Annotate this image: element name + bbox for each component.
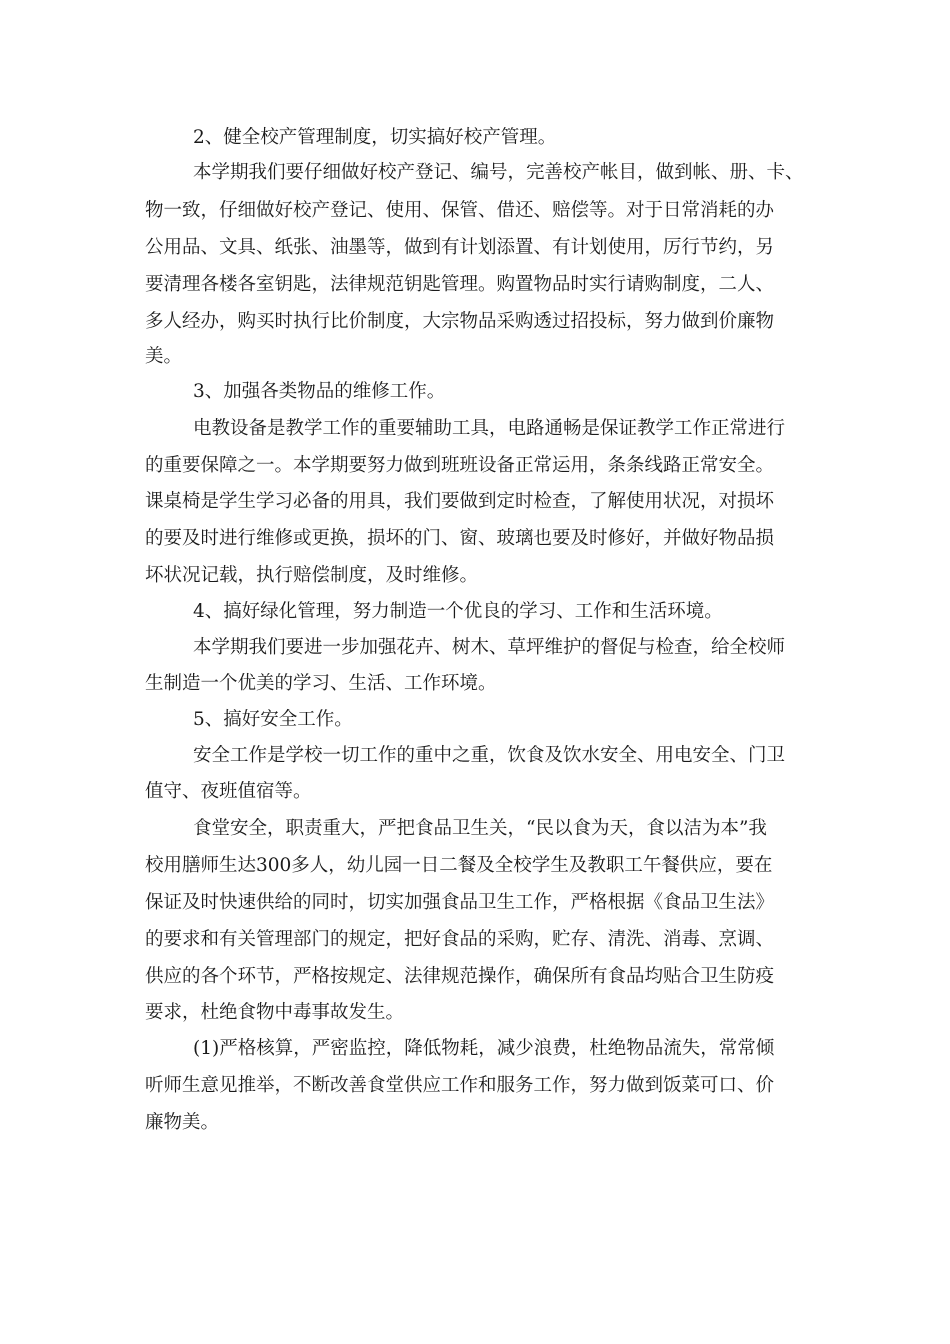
paragraph-line: 课桌椅是学生学习必备的用具，我们要做到定时检查，了解使用状况，对损坏 [145,491,775,512]
paragraph-line: 的要及时进行维修或更换，损坏的门、窗、玻璃也要及时修好，并做好物品损 [145,528,775,549]
paragraph-line: 生制造一个优美的学习、生活、工作环境。 [145,673,497,694]
paragraph-line: 要求，杜绝食物中毒事故发生。 [145,1002,405,1023]
paragraph-line: 美。 [145,346,183,367]
paragraph-line: 公用品、文具、纸张、油墨等，做到有计划添置、有计划使用，厉行节约，另 [145,237,775,258]
paragraph-line: 食堂安全，职责重大，严把食品卫生关，“民以食为天，食以洁为本”我 [193,818,767,839]
paragraph-line: 物一致，仔细做好校产登记、使用、保管、借还、赔偿等。对于日常消耗的办 [145,200,775,221]
section-heading-2: 2、健全校产管理制度，切实搞好校产管理。 [193,127,557,148]
paragraph-line: (1)严格核算，严密监控，降低物耗，减少浪费，杜绝物品流失，常常倾 [193,1038,775,1059]
paragraph-line: 听师生意见推举，不断改善食堂供应工作和服务工作，努力做到饭菜可口、价 [145,1075,775,1096]
section-heading-4: 4、搞好绿化管理，努力制造一个优良的学习、工作和生活环境。 [193,601,723,622]
paragraph-line: 供应的各个环节，严格按规定、法律规范操作，确保所有食品均贴合卫生防疫 [145,966,775,987]
paragraph-line: 多人经办，购买时执行比价制度，大宗物品采购透过招投标，努力做到价廉物 [145,311,775,332]
paragraph-line: 值守、夜班值宿等。 [145,781,312,802]
paragraph-line: 安全工作是学校一切工作的重中之重，饮食及饮水安全、用电安全、门卫 [193,745,786,766]
paragraph-line: 校用膳师生达300多人，幼儿园一日二餐及全校学生及教职工午餐供应，要在 [145,855,773,876]
paragraph-line: 的要求和有关管理部门的规定，把好食品的采购，贮存、清洗、消毒、烹调、 [145,929,775,950]
paragraph-line: 本学期我们要进一步加强花卉、树木、草坪维护的督促与检查，给全校师 [193,637,786,658]
paragraph-line: 坏状况记载，执行赔偿制度，及时维修。 [145,565,479,586]
paragraph-line: 廉物美。 [145,1112,220,1133]
paragraph-line: 本学期我们要仔细做好校产登记、编号，完善校产帐目，做到帐、册、卡、 [193,162,804,183]
section-heading-5: 5、搞好安全工作。 [193,709,353,730]
section-heading-3: 3、加强各类物品的维修工作。 [193,381,446,402]
paragraph-line: 的重要保障之一。本学期要努力做到班班设备正常运用，条条线路正常安全。 [145,455,775,476]
paragraph-line: 电教设备是教学工作的重要辅助工具，电路通畅是保证教学工作正常进行 [193,418,786,439]
paragraph-line: 保证及时快速供给的同时，切实加强食品卫生工作，严格根据《食品卫生法》 [145,892,775,913]
paragraph-line: 要清理各楼各室钥匙，法律规范钥匙管理。购置物品时实行请购制度，二人、 [145,274,775,295]
